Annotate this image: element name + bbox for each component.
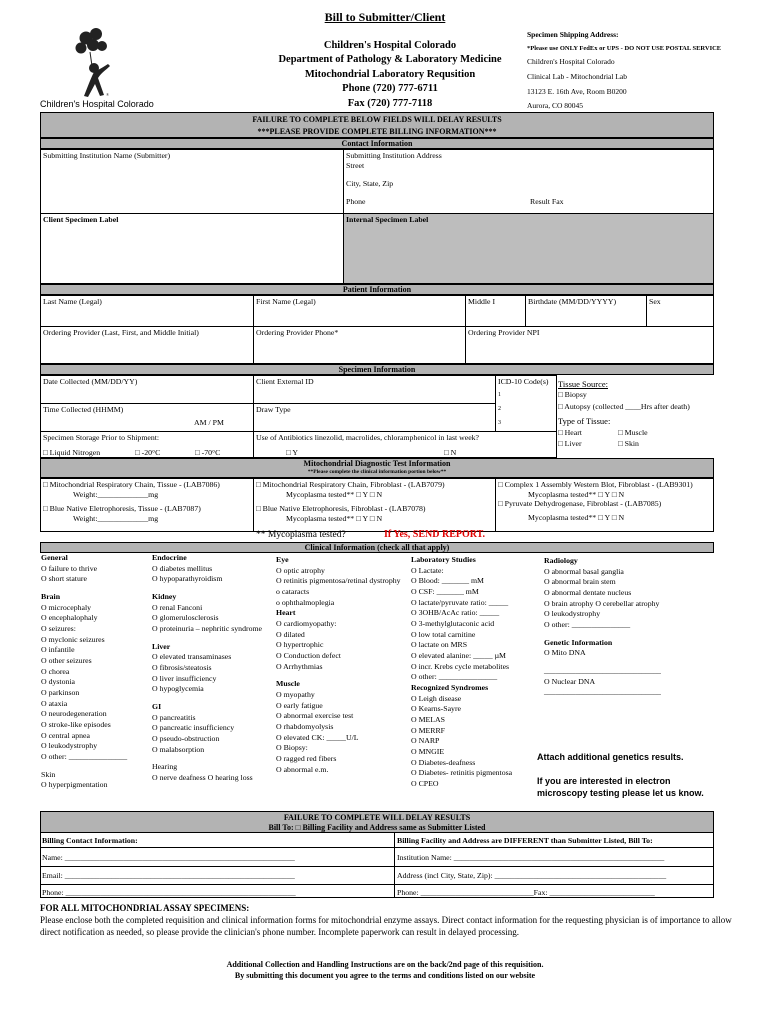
heart-checkbox[interactable]: □ Heart bbox=[558, 427, 582, 437]
billing-warning: FAILURE TO COMPLETE WILL DELAY RESULTS bbox=[283, 813, 471, 822]
date-collected-label: Date Collected (MM/DD/YY) bbox=[43, 377, 138, 386]
icd-codes-field[interactable] bbox=[495, 375, 557, 432]
clinical-item[interactable]: O infantile bbox=[41, 645, 75, 655]
test-mrc-fibroblast-myco[interactable]: Mycoplasma tested** □ Y □ N bbox=[286, 489, 383, 499]
patient-band: Patient Information bbox=[40, 284, 714, 295]
antibiotics-field bbox=[253, 431, 557, 458]
clinical-col-endocrine bbox=[152, 553, 262, 784]
test-bne-fibroblast-myco[interactable]: Mycoplasma tested** □ Y □ N bbox=[286, 514, 383, 524]
test-complex1-checkbox[interactable]: □ Complex 1 Assembly Western Blot, Fibroblast - (LAB9301) bbox=[498, 480, 693, 489]
tissue-source-label: Tissue Source: bbox=[558, 379, 608, 389]
middle-initial-label: Middle I bbox=[468, 297, 496, 306]
clinical-item[interactable]: O MERRF bbox=[411, 725, 446, 735]
client-label-text: Client Specimen Label bbox=[43, 215, 119, 224]
clinical-item[interactable]: O pancreatitis bbox=[152, 712, 196, 722]
lab-header bbox=[240, 39, 540, 111]
electron-microscopy-note: If you are interested in electron microscopy testing please let us know. bbox=[537, 776, 704, 799]
am-pm-label: AM / PM bbox=[194, 418, 224, 427]
billing-phone-fax-field[interactable]: Phone: _____________________________Fax: ___________________________ bbox=[397, 888, 655, 897]
provider-npi-field[interactable] bbox=[465, 326, 714, 364]
clinical-item[interactable]: O seizures: bbox=[41, 624, 76, 634]
mycoplasma-question: ** Mycoplasma tested? bbox=[256, 530, 346, 540]
clinical-item[interactable]: O Leigh disease bbox=[411, 693, 462, 703]
clinical-item[interactable]: O Kearns-Sayre bbox=[411, 704, 462, 714]
shipping-title: Specimen Shipping Address: bbox=[527, 30, 619, 39]
clinical-item[interactable]: O glomerulosclerosis bbox=[152, 613, 219, 623]
other-tests-group bbox=[495, 478, 714, 532]
birthdate-field[interactable] bbox=[525, 295, 647, 327]
clinical-item[interactable]: O CSF: _______ mM bbox=[411, 587, 479, 597]
clinical-item: Laboratory Studies bbox=[411, 555, 476, 564]
clinical-item[interactable]: O elevated transaminases bbox=[152, 652, 232, 662]
clinical-item[interactable]: ______________________________ bbox=[544, 666, 661, 676]
middle-initial-field[interactable] bbox=[465, 295, 526, 327]
billing-divider-2 bbox=[40, 866, 714, 867]
clinical-item[interactable]: O Biopsy: bbox=[276, 743, 308, 753]
last-name-label: Last Name (Legal) bbox=[43, 297, 102, 306]
storage-label: Specimen Storage Prior to Shipment: bbox=[43, 433, 160, 442]
clinical-item[interactable]: O MNGIE bbox=[411, 747, 445, 757]
clinical-item[interactable]: O renal Fanconi bbox=[152, 602, 203, 612]
test-mrc-fibroblast-checkbox[interactable]: □ Mitochondrial Respiratory Chain, Fibroblast - (LAB7079) bbox=[256, 480, 445, 489]
clinical-item[interactable]: O abnormal e.m. bbox=[276, 764, 329, 774]
clinical-item[interactable]: O CPEO bbox=[411, 779, 439, 789]
clinical-item[interactable]: O abnormal brain stem bbox=[544, 577, 616, 587]
test-bne-fibroblast-checkbox[interactable]: □ Blue Native Eletrophoresis, Fibroblast - (LAB7078) bbox=[256, 504, 426, 514]
clinical-item: Heart bbox=[276, 608, 296, 618]
clinical-item[interactable]: O Diabetes- retinitis pigmentosa bbox=[411, 768, 513, 778]
tests-band bbox=[40, 458, 714, 478]
clinical-item[interactable]: O elevated alanine: _____ µM bbox=[411, 651, 506, 661]
clinical-item[interactable]: O myclonic seizures bbox=[41, 634, 105, 644]
tissue-tests-group bbox=[40, 478, 254, 532]
clinical-item[interactable]: ______________________________ bbox=[544, 687, 661, 697]
liquid-nitrogen-checkbox[interactable]: □ Liquid Nitrogen bbox=[43, 447, 101, 457]
ordering-provider-field[interactable] bbox=[40, 326, 254, 364]
clinical-item[interactable]: O ragged red fibers bbox=[276, 754, 337, 764]
clinical-item[interactable]: O 3OHB/AcAc ratio: _____ bbox=[411, 608, 500, 618]
clinical-item[interactable]: O central apnea bbox=[41, 730, 90, 740]
muscle-checkbox[interactable]: □ Muscle bbox=[618, 427, 648, 437]
test-mrc-tissue-weight[interactable]: Weight:_____________mg bbox=[73, 489, 159, 499]
billing-divider-1 bbox=[40, 847, 714, 848]
billing-contact-heading: Billing Contact Information: bbox=[42, 836, 138, 845]
clinical-item[interactable]: O lactate on MRS bbox=[411, 640, 468, 650]
icd-line-3: 3 bbox=[498, 419, 501, 426]
clinical-item: Skin bbox=[41, 769, 56, 779]
minus70-checkbox[interactable]: □ -70°C bbox=[195, 447, 221, 457]
billing-email-field[interactable]: Email: ___________________________________________________________ bbox=[42, 871, 295, 880]
clinical-item[interactable]: O cardiomyopathy: bbox=[276, 619, 337, 629]
clinical-item[interactable]: O pancreatic insufficiency bbox=[152, 723, 235, 733]
sex-label: Sex bbox=[649, 297, 661, 306]
shipping-line-1: Children's Hospital Colorado bbox=[527, 57, 615, 67]
header-fax: Fax (720) 777-7118 bbox=[347, 97, 433, 109]
clinical-item[interactable]: O hyperpigmentation bbox=[41, 780, 108, 790]
clinical-item bbox=[152, 635, 262, 642]
clinical-item[interactable]: O Diabetes-deafness bbox=[411, 757, 476, 767]
logo-text: Children's Hospital Colorado bbox=[40, 99, 154, 109]
clinical-item[interactable]: O myopathy bbox=[276, 690, 315, 700]
clinical-item[interactable]: O other seizures bbox=[41, 656, 92, 666]
billing-band bbox=[40, 811, 714, 833]
clinical-item bbox=[544, 631, 661, 638]
warning-line-2: ***PLEASE PROVIDE COMPLETE BILLING INFORMATION*** bbox=[257, 127, 497, 136]
clinical-item[interactable]: O hypoglycemia bbox=[152, 684, 204, 694]
send-report-notice: If Yes, SEND REPORT. bbox=[384, 529, 486, 540]
test-mrc-tissue-checkbox[interactable]: □ Mitochondrial Respiratory Chain, Tissue - (LAB7086) bbox=[43, 480, 220, 489]
last-name-field[interactable] bbox=[40, 295, 254, 327]
clinical-item: Muscle bbox=[276, 679, 300, 689]
submitter-name-field[interactable] bbox=[40, 149, 344, 214]
first-name-field[interactable] bbox=[253, 295, 466, 327]
billing-vertical-divider bbox=[394, 832, 395, 898]
skin-checkbox[interactable]: □ Skin bbox=[618, 438, 639, 448]
clinical-item bbox=[41, 763, 127, 770]
clinical-item: Radiology bbox=[544, 556, 578, 565]
street-label: Street bbox=[346, 160, 365, 170]
clinical-item[interactable]: O ataxia bbox=[41, 698, 68, 708]
clinical-item[interactable]: O other: _______________ bbox=[41, 752, 128, 762]
sex-field[interactable] bbox=[646, 295, 714, 327]
header-line-3: Mitochondrial Laboratory Requsition bbox=[304, 68, 476, 80]
clinical-item[interactable]: O neurodegeneration bbox=[41, 709, 107, 719]
clinical-col-general bbox=[41, 553, 127, 791]
liver-checkbox[interactable]: □ Liver bbox=[558, 438, 582, 448]
clinical-item[interactable]: O hypertrophic bbox=[276, 640, 324, 650]
clinical-item[interactable]: O proteinuria – nephritic syndrome bbox=[152, 624, 262, 634]
clinical-item: Brain bbox=[41, 592, 61, 602]
clinical-item[interactable]: O hypoparathyroidism bbox=[152, 574, 223, 584]
clinical-item[interactable]: O rhabdomyolysis bbox=[276, 722, 334, 732]
clinical-item[interactable]: O Arrhythmias bbox=[276, 661, 323, 671]
clinical-item[interactable]: O liver insufficiency bbox=[152, 673, 217, 683]
billing-phone-field[interactable]: Phone: ___________________________________________________________ bbox=[42, 888, 296, 897]
clinical-item[interactable]: o ophthalmoplegia bbox=[276, 597, 335, 607]
clinical-item: General bbox=[41, 553, 68, 562]
icd-line-2: 2 bbox=[498, 406, 501, 413]
clinical-item[interactable]: O chorea bbox=[41, 666, 70, 676]
clinical-item[interactable]: O Conduction defect bbox=[276, 651, 341, 661]
client-specimen-label-area[interactable] bbox=[40, 213, 344, 284]
clinical-item[interactable]: O optic atrophy bbox=[276, 565, 325, 575]
shipping-address bbox=[527, 28, 757, 114]
clinical-item[interactable]: O Blood: _______ mM bbox=[411, 576, 484, 586]
clinical-item[interactable]: O NARP bbox=[411, 736, 440, 746]
contact-band: Contact Information bbox=[40, 138, 714, 149]
external-id-field[interactable] bbox=[253, 375, 496, 404]
clinical-item[interactable]: O early fatigue bbox=[276, 700, 323, 710]
clinical-item[interactable]: O Mito DNA bbox=[544, 648, 586, 658]
clinical-item[interactable]: Hearing bbox=[152, 762, 178, 772]
provider-phone-label: Ordering Provider Phone* bbox=[256, 328, 339, 337]
clinical-item: Endocrine bbox=[152, 553, 187, 562]
clinical-item[interactable]: O abnormal basal ganglia bbox=[544, 566, 624, 576]
clinical-item[interactable]: O incr. Krebs cycle metabolites bbox=[411, 661, 510, 671]
header-line-1: Children's Hospital Colorado bbox=[323, 40, 457, 51]
draw-type-field[interactable] bbox=[253, 403, 496, 432]
date-collected-field[interactable] bbox=[40, 375, 254, 404]
antibiotics-yes-checkbox[interactable]: □ Y bbox=[286, 447, 298, 457]
clinical-item[interactable]: O brain atrophy O cerebellar atrophy bbox=[544, 598, 660, 608]
clinical-item bbox=[276, 672, 401, 679]
clinical-item: Kidney bbox=[152, 592, 177, 602]
storage-field bbox=[40, 431, 254, 458]
test-pdh-myco[interactable]: Mycoplasma tested** □ Y □ N bbox=[528, 513, 625, 523]
clinical-item bbox=[544, 659, 661, 666]
clinical-item[interactable]: O encephalophaly bbox=[41, 613, 98, 623]
specimen-band: Specimen Information bbox=[40, 364, 714, 375]
antibiotics-label: Use of Antibiotics linezolid, macrolides, chloramphenicol in last week? bbox=[256, 433, 480, 442]
footer-paragraph: Please enclose both the completed requisition and clinical information forms for mitochondrial enzyme assays. Direct contact information for the requesting physician is of importance to allow direct notification as needed, so please provide the clinician's phone number. Incomplete paperwork can result in delayed processing. bbox=[40, 915, 732, 937]
clinical-item[interactable]: O failure to thrive bbox=[41, 563, 98, 573]
clinical-item[interactable]: O dystonia bbox=[41, 677, 76, 687]
billing-institution-field[interactable]: Institution Name: ______________________________________________________ bbox=[397, 853, 665, 862]
clinical-item[interactable]: O microcephaly bbox=[41, 602, 92, 612]
draw-type-label: Draw Type bbox=[256, 405, 291, 414]
city-label: City, State, Zip bbox=[346, 179, 394, 189]
clinical-item[interactable]: O parkinson bbox=[41, 688, 80, 698]
footer-heading: FOR ALL MITOCHONDRIAL ASSAY SPECIMENS: bbox=[40, 903, 250, 913]
clinical-item: GI bbox=[152, 702, 162, 712]
biopsy-checkbox[interactable]: □ Biopsy bbox=[558, 389, 587, 399]
clinical-item bbox=[152, 585, 262, 592]
tissue-source-group bbox=[556, 375, 714, 457]
result-fax-label: Result Fax bbox=[530, 197, 564, 207]
clinical-item[interactable]: o cataracts bbox=[276, 587, 310, 597]
time-collected-field[interactable] bbox=[40, 403, 254, 432]
clinical-item[interactable]: O stroke-like episodes bbox=[41, 720, 111, 730]
clinical-item: Eye bbox=[276, 555, 289, 564]
billing-different-heading: Billing Facility and Address are DIFFERENT than Submitter Listed, Bill To: bbox=[397, 836, 653, 845]
clinical-item[interactable]: O retinitis pigmentosa/retinal dystrophy bbox=[276, 576, 401, 586]
warning-line-1: FAILURE TO COMPLETE BELOW FIELDS WILL DELAY RESULTS bbox=[252, 115, 502, 124]
clinical-col-lab bbox=[411, 555, 512, 790]
ordering-provider-label: Ordering Provider (Last, First, and Middle Initial) bbox=[43, 328, 199, 337]
clinical-item bbox=[152, 695, 262, 702]
clinical-item[interactable]: O leukodystrophy bbox=[41, 741, 98, 751]
address-label: Submitting Institution Address bbox=[346, 151, 442, 160]
time-collected-label: Time Collected (HHMM) bbox=[43, 405, 124, 414]
billing-address-field[interactable]: Address (incl City, State, Zip): ____________________________________________ bbox=[397, 871, 667, 880]
clinical-item[interactable]: O malabsorption bbox=[152, 744, 205, 754]
warning-band bbox=[40, 112, 714, 138]
provider-phone-field[interactable] bbox=[253, 326, 466, 364]
clinical-item[interactable]: O lactate/pyruvate ratio: _____ bbox=[411, 597, 509, 607]
clinical-item[interactable]: O MELAS bbox=[411, 715, 446, 725]
footer-line-1: Additional Collection and Handling Instructions are on the back/2nd page of this requisition. bbox=[226, 960, 544, 969]
clinical-item: Genetic Information bbox=[544, 637, 613, 647]
test-bne-tissue-weight[interactable]: Weight:_____________mg bbox=[73, 514, 159, 524]
icd-label: ICD-10 Code(s) bbox=[498, 377, 549, 386]
shipping-line-4: Aurora, CO 80045 bbox=[527, 101, 584, 111]
test-pdh-checkbox[interactable]: □ Pyruvate Dehydrogenase, Fibroblast - (LAB7085) bbox=[498, 499, 662, 509]
clinical-item[interactable]: O nerve deafness O hearing loss bbox=[152, 773, 253, 783]
tests-title: Mitochondrial Diagnostic Test Information bbox=[303, 459, 451, 468]
clinical-item[interactable]: O Lactate: bbox=[411, 565, 444, 575]
clinical-item[interactable]: O short stature bbox=[41, 574, 87, 584]
attach-genetics-note: Attach additional genetics results. bbox=[537, 752, 684, 762]
clinical-item[interactable]: O leukodystrophy bbox=[544, 609, 601, 619]
shipping-note: *Please use ONLY FedEx or UPS - DO NOT USE POSTAL SERVICE bbox=[527, 44, 722, 52]
bill-to-same-checkbox[interactable]: Bill To: □ Billing Facility and Address same as Submitter Listed bbox=[268, 823, 486, 832]
header-phone: Phone (720) 777-6711 bbox=[342, 83, 438, 95]
clinical-band: Clinical Information (check all that apply) bbox=[40, 542, 714, 553]
clinical-item[interactable]: O fibrosis/steatosis bbox=[152, 663, 212, 673]
minus20-checkbox[interactable]: □ -20°C bbox=[135, 447, 161, 457]
clinical-item[interactable]: O low total carnitine bbox=[411, 629, 476, 639]
clinical-item[interactable]: O diabetes mellitus bbox=[152, 563, 213, 573]
clinical-item[interactable]: O dilated bbox=[276, 629, 305, 639]
clinical-item bbox=[152, 755, 262, 762]
fibroblast-tests-group bbox=[253, 478, 496, 532]
icd-line-1: 1 bbox=[498, 391, 501, 398]
shipping-line-3: 13123 E. 16th Ave, Room B0200 bbox=[527, 86, 627, 96]
footer-line-2: By submitting this document you agree to the terms and conditions listed on our website bbox=[234, 970, 536, 980]
type-tissue-label: Type of Tissue: bbox=[558, 416, 611, 427]
clinical-item[interactable]: O Nuclear DNA bbox=[544, 676, 596, 686]
clinical-item[interactable]: O 3-methylglutaconic acid bbox=[411, 619, 495, 629]
internal-label-text: Internal Specimen Label bbox=[346, 215, 429, 224]
birthdate-label: Birthdate (MM/DD/YYYY) bbox=[528, 297, 617, 306]
submitter-name-label: Submitting Institution Name (Submitter) bbox=[43, 151, 171, 160]
clinical-item: Recognized Syndromes bbox=[411, 683, 489, 693]
autopsy-checkbox[interactable]: □ Autopsy (collected ____Hrs after death) bbox=[558, 402, 690, 412]
clinical-col-radiology bbox=[544, 556, 661, 698]
clinical-item[interactable]: O elevated CK: _____U/L bbox=[276, 732, 359, 742]
billing-divider-3 bbox=[40, 884, 714, 885]
footer-instructions bbox=[0, 960, 770, 982]
clinical-col-eye bbox=[276, 555, 401, 775]
phone-label: Phone bbox=[346, 197, 366, 207]
billing-name-field[interactable]: Name: ___________________________________________________________ bbox=[42, 853, 295, 862]
clinical-item[interactable]: O other: _______________ bbox=[411, 672, 498, 682]
test-bne-tissue-checkbox[interactable]: □ Blue Native Eletrophoresis, Tissue - (LAB7087) bbox=[43, 504, 201, 514]
clinical-item[interactable]: O pseudo-obstruction bbox=[152, 734, 220, 744]
submitter-address-field[interactable] bbox=[343, 149, 714, 214]
test-complex1-myco[interactable]: Mycoplasma tested** □ Y □ N bbox=[528, 489, 625, 499]
external-id-label: Client External ID bbox=[256, 377, 314, 386]
internal-specimen-label-area bbox=[343, 213, 714, 284]
clinical-item: Liver bbox=[152, 641, 171, 651]
shipping-line-2: Clinical Lab - Mitochondrial Lab bbox=[527, 71, 627, 81]
document-title: Bill to Submitter/Client bbox=[324, 10, 446, 24]
antibiotics-no-checkbox[interactable]: □ N bbox=[444, 447, 457, 457]
svg-text:®: ® bbox=[106, 92, 110, 97]
clinical-item[interactable]: O abnormal dentate nucleus bbox=[544, 588, 632, 598]
clinical-item[interactable]: O other: _______________ bbox=[544, 620, 631, 630]
clinical-item bbox=[41, 585, 127, 592]
clinical-item[interactable]: O abnormal exercise test bbox=[276, 711, 354, 721]
tests-subtitle: **Please complete the clinical information portion below** bbox=[307, 469, 447, 475]
header-line-2: Department of Pathology & Laboratory Medicine bbox=[278, 54, 502, 66]
provider-npi-label: Ordering Provider NPI bbox=[468, 328, 540, 337]
first-name-label: First Name (Legal) bbox=[256, 297, 316, 306]
